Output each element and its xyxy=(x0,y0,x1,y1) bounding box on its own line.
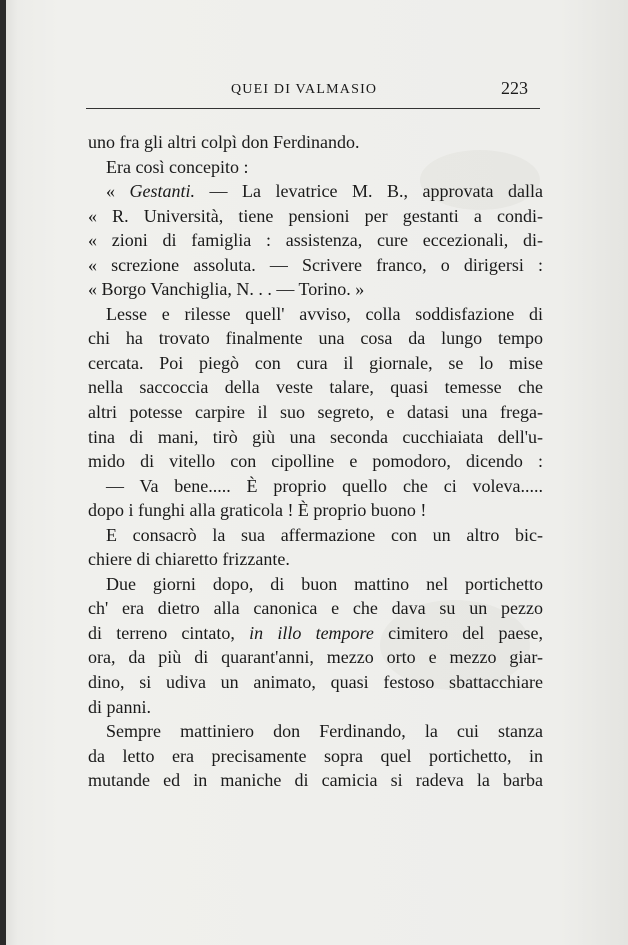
text-line: mutande ed in maniche di camicia si radeva la barba xyxy=(88,770,543,791)
header-rule xyxy=(86,108,540,109)
text-line: chiere di chiaretto frizzante. xyxy=(88,549,290,570)
running-title: QUEI DI VALMASIO xyxy=(231,82,378,97)
text-line: Lesse e rilesse quell' avviso, colla soddisfazione di xyxy=(106,303,543,324)
text-line: di terreno cintato, in illo tempore cimitero del paese, xyxy=(88,622,543,643)
text-line: cercata. Poi piegò con cura il giornale, se lo mise xyxy=(88,352,543,373)
text-line: chi ha trovato finalmente una cosa da lungo tempo xyxy=(88,328,543,349)
text-line: da letto era precisamente sopra quel portichetto, in xyxy=(88,745,543,766)
text-line: — Va bene..... È proprio quello che ci voleva..... xyxy=(106,475,543,496)
text-line: Due giorni dopo, di buon mattino nel portichetto xyxy=(106,573,543,594)
text-line: Sempre mattiniero don Ferdinando, la cui stanza xyxy=(106,721,543,742)
text-line: ch' era dietro alla canonica e che dava su un pezzo xyxy=(88,598,543,619)
text-line: altri potesse carpire il suo segreto, e datasi una frega- xyxy=(88,402,543,423)
text-line: di panni. xyxy=(88,696,151,717)
text-line: « Gestanti. — La levatrice M. B., approvata dalla xyxy=(106,181,543,202)
text-line: dopo i funghi alla graticola ! È proprio buono ! xyxy=(88,500,427,521)
page-header xyxy=(86,78,540,104)
text-line: « zioni di famiglia : assistenza, cure eccezionali, di- xyxy=(88,230,543,251)
text-line: ora, da più di quarant'anni, mezzo orto e mezzo giar- xyxy=(88,647,543,668)
italic-span: Gestanti. xyxy=(129,181,196,202)
text-line: mido di vitello con cipolline e pomodoro, dicendo : xyxy=(88,451,543,472)
text-line: uno fra gli altri colpì don Ferdinando. xyxy=(88,132,360,152)
text-line: E consacrò la sua affermazione con un altro bic- xyxy=(106,524,543,545)
body-text xyxy=(88,130,543,793)
text-line: « R. Università, tiene pensioni per gestanti a condi- xyxy=(88,205,543,226)
text-line: nella saccoccia della veste talare, quasi temesse che xyxy=(88,377,543,398)
text-line: tina di mani, tirò giù una seconda cucchiaiata dell'u- xyxy=(88,426,543,447)
text-line: « screzione assoluta. — Scrivere franco, o dirigersi : xyxy=(88,254,543,275)
text-line: Era così concepito : xyxy=(106,156,249,177)
italic-span: in illo tempore xyxy=(249,622,374,643)
text-line: dino, si udiva un animato, quasi festoso sbattacchiare xyxy=(88,672,543,693)
page-number: 223 xyxy=(501,78,528,98)
book-spine-edge xyxy=(0,0,6,945)
text-line: « Borgo Vanchiglia, N. . . — Torino. » xyxy=(88,279,365,300)
